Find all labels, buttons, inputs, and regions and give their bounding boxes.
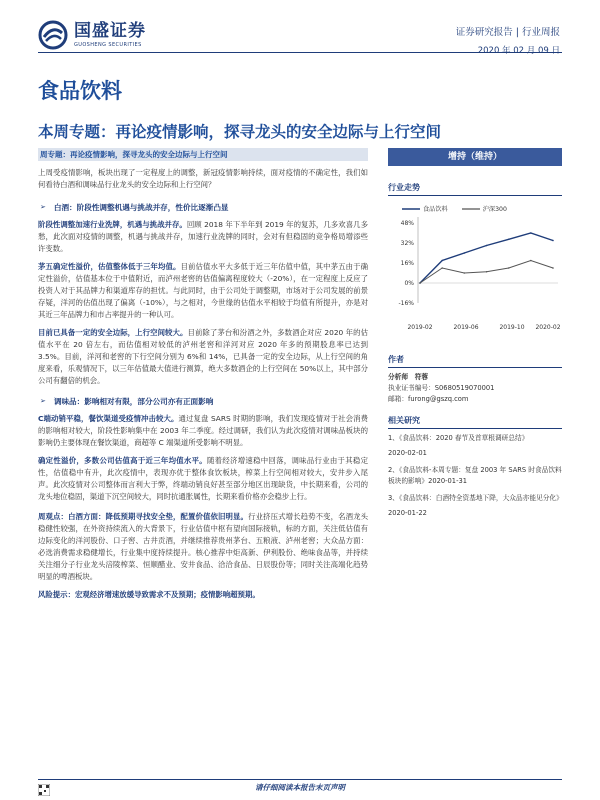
x-tick-label: 2019-06 [453,324,479,331]
logo-mark-icon [38,20,68,50]
logo-en: GUOSHENG SECURITIES [74,42,142,48]
legend-swatch-b [462,206,480,212]
y-tick-label: 0% [404,280,414,287]
report-header [0,0,600,70]
logo-cn: 国盛证券 [74,21,146,41]
data-point [419,282,421,284]
main-body [38,148,368,601]
related-item-date: 2020-01-22 [388,509,427,517]
trend-chart [388,213,562,313]
paragraph: 确定性溢价，多数公司估值高于近三年均值水平。随着经济增速稳中回落，调味品行业由于其稳定性，估值稳中有升，此次疫情中，表现亦优于整体食饮板块，榨菜上行空间相对较大，安井步入尾声。此次疫情对公司整体而言利大于弊，终端动销良好甚至部分地区出现缺货，中长期来看，公司的龙头地位稳固，渠道下沉空间较大，同时抗通胀属性，长期来看价格亦会稳步上行。 [38,456,368,501]
legend-label-a: 食品饮料 [423,206,448,213]
data-point [530,260,532,262]
x-tick-label: 2019-02 [407,324,433,331]
series-line-food-beverage [420,233,553,283]
arrow-icon: ➢ [40,203,46,211]
paragraph: 阶段性调整加速行业洗牌，机遇与挑战并存。回顾 2018 年下半年到 2019 年的复苏，几多欢喜几多愁，此次面对疫情的调整，机遇与挑战并存，加速行业洗牌的同时，会对有但稳固的竞争格局增添些许变数。 [38,220,368,253]
x-tick-label: 2019-10 [499,324,525,331]
data-point [464,252,466,254]
related-item[interactable]: 3、《食品饮料：白酒特全资基地下降，大众品亦能见分化》 [388,494,563,502]
arrow-icon: ➢ [40,397,46,405]
data-point [486,245,488,247]
intro-paragraph: 上周受疫情影响，板块出现了一定程度上的调整，新冠疫情影响持续，面对疫情的不确定性，我们如何看待白酒和调味品行业龙头的安全边际和上行空间？ [38,168,368,189]
rating-badge: 增持（维持） [388,148,562,166]
company-logo [38,20,146,50]
legend-swatch-a [402,206,420,212]
data-point [552,240,554,242]
industry-name: 食品饮料 [38,79,122,103]
legend-label-b: 沪深300 [482,206,507,213]
y-tick-label: 16% [400,260,414,267]
y-tick-label: 48% [400,220,414,227]
weekly-view: 周观点：白酒方面：降低预期寻找安全垫，配置价值依旧明显。行业挤压式增长趋势不变，名酒龙头稳健性较强，在外资持续流入的大背景下，行业估值中枢有望向国际接轨，标的方面，关注低估值有边际变化的洋河股份、口子窖、古井贡酒，并继续推荐贵州茅台、五粮液、泸州老窖；大众品方面：必选消费需求稳健增长，行业集中度持续提升。核心推荐中炬高新、伊利股份、绝味食品等，并持续关注细分子行业龙头涪陵榨菜、恒顺醋业、安井食品、洽洽食品、日辰股份等；同时关注高端化趋势明显的啤酒板块。 [38,512,368,581]
related-item-date: 2020-02-01 [388,449,427,457]
author-email[interactable]: 邮箱：furong@gszq.com [388,395,469,403]
author-title: 作者 [388,354,562,368]
section-heading-condiment: ➢ 调味品：影响相对有限，部分公司亦有正面影响 [40,397,214,406]
x-axis-labels [388,322,562,332]
y-tick-label: 32% [400,240,414,247]
report-type: 证券研究报告 | 行业周报 [455,27,560,38]
related-item[interactable]: 2、《食品饮料-本周专题：复盘 2003 年 SARS 时食品饮料板块的影响》2020-01-31 [388,466,562,485]
data-point [508,267,510,269]
sidebar [388,148,562,519]
related-title: 相关研究 [388,415,562,429]
report-date: 2020 年 02 月 09 日 [477,46,560,56]
related-list [388,433,562,519]
section-heading-baijiu: ➢ 白酒：阶段性调整机遇与挑战并存，性价比逐渐凸显 [40,203,229,212]
paragraph: C端动销平稳，餐饮渠道受疫情冲击较大。通过复盘 SARS 时期的影响，我们发现疫情对于社会消费的影响相对较大，阶段性影响集中在 2003 年二季度。经过调研，我们认为此次疫情对调味品板块的影响仍主要体现在餐饮渠道，商超等 C 端渠道所受影响不明显。 [38,414,368,447]
data-point [486,271,488,273]
x-tick-label: 2020-02 [535,324,561,331]
data-point [530,232,532,234]
topic-bar: 周专题：再论疫情影响，探寻龙头的安全边际与上行空间 [38,148,368,161]
data-point [464,272,466,274]
y-tick-label: -16% [398,300,414,307]
risk-warning: 风险提示：宏观经济增速放缓导致需求不及预期；疫情影响超预期。 [38,590,260,599]
data-point [441,267,443,269]
footer-divider [38,779,562,780]
data-point [441,260,443,262]
trend-title: 行业走势 [388,182,562,196]
related-item[interactable]: 1、《食品饮料：2020 春节及首草根调研总结》 [388,434,529,442]
license-number: 执业证书编号：S0680519070001 [388,384,495,392]
paragraph: 目前已具备一定的安全边际，上行空间较大。目前除了茅台和汾酒之外，多数酒企对应 2020 年的估值水平在 20 倍左右，而估值相对较低的泸州老窖和洋河对应 2020 年多的预期股息率已达到 3.5%。目前，洋河和老窖的下行空间分别为 6%和 14%，已具备一定的安全边际，从上行空间的角度来看，乐观情况下，以三年估值最大值进行测算，绝大多数酒企的上行空间在 50%以上，其中部分公司有翻倍的机会。 [38,328,368,385]
data-point [508,238,510,240]
paragraph: 茅五确定性溢价，估值整体低于三年均值。目前估值水平大多低于近三年估值中值，其中茅五由于确定性溢价，估值基本位于中值附近，而泸州老窖的估值偏离程度较大（-20%），在一定程度上反应了投资人对于其品牌力和渠道库存的担忧。与此同时，由于公司处于调整期，市场对于公司发展的前景存疑，洋河的估值出现了偏离（-10%），与之相对，今世缘的估值水平相较于均值有所提升，亦是对其近三年品牌力和市占率提升的一种认可。 [38,262,368,319]
data-point [552,267,554,269]
author-name: 分析师 符蓉 [388,373,429,381]
header-divider [38,52,562,53]
page-title: 本周专题：再论疫情影响，探寻龙头的安全边际与上行空间 [38,123,442,141]
chart-legend [388,204,562,213]
footer-disclaimer: 请仔细阅读本报告末页声明 [255,783,345,792]
